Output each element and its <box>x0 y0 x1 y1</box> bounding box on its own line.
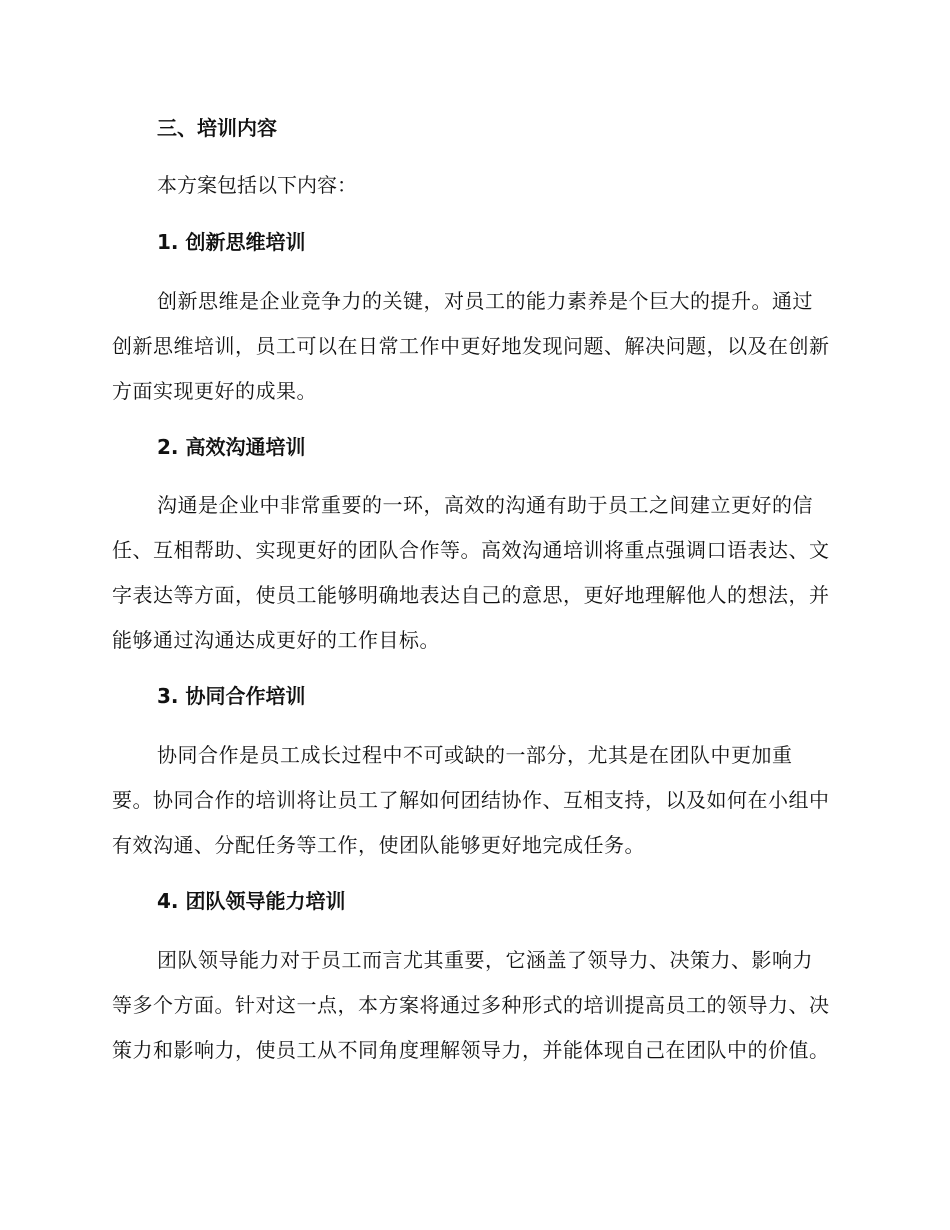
section-title: 三、培训内容 <box>157 116 277 140</box>
item-heading-4: 4. 团队领导能力培训 <box>157 889 346 913</box>
item-heading-2: 2. 高效沟通培训 <box>157 435 306 459</box>
item-body-2: 沟通是企业中非常重要的一环，高效的沟通有助于员工之间建立更好的信任、互相帮助、实现更好的团队合作等。高效沟通培训将重点强调口语表达、文字表达等方面，使员工能够明确地表达自己的意思，更好地理解他人的想法，并能够通过沟通达成更好的工作目标。 <box>112 493 830 652</box>
item-heading-1: 1. 创新思维培训 <box>157 230 306 254</box>
item-body-4: 团队领导能力对于员工而言尤其重要，它涵盖了领导力、决策力、影响力等多个方面。针对这一点，本方案将通过多种形式的培训提高员工的领导力、决策力和影响力，使员工从不同角度理解领导力，并能体现自己在团队中的价值。 <box>112 948 830 1062</box>
item-heading-3: 3. 协同合作培训 <box>157 684 306 708</box>
item-body-1: 创新思维是企业竞争力的关键，对员工的能力素养是个巨大的提升。通过创新思维培训，员工可以在日常工作中更好地发现问题、解决问题，以及在创新方面实现更好的成果。 <box>112 289 830 403</box>
intro-text: 本方案包括以下内容： <box>157 173 357 197</box>
item-body-3: 协同合作是员工成长过程中不可或缺的一部分，尤其是在团队中更加重要。协同合作的培训将让员工了解如何团结协作、互相支持，以及如何在小组中有效沟通、分配任务等工作，使团队能够更好地完成任务。 <box>112 743 830 857</box>
